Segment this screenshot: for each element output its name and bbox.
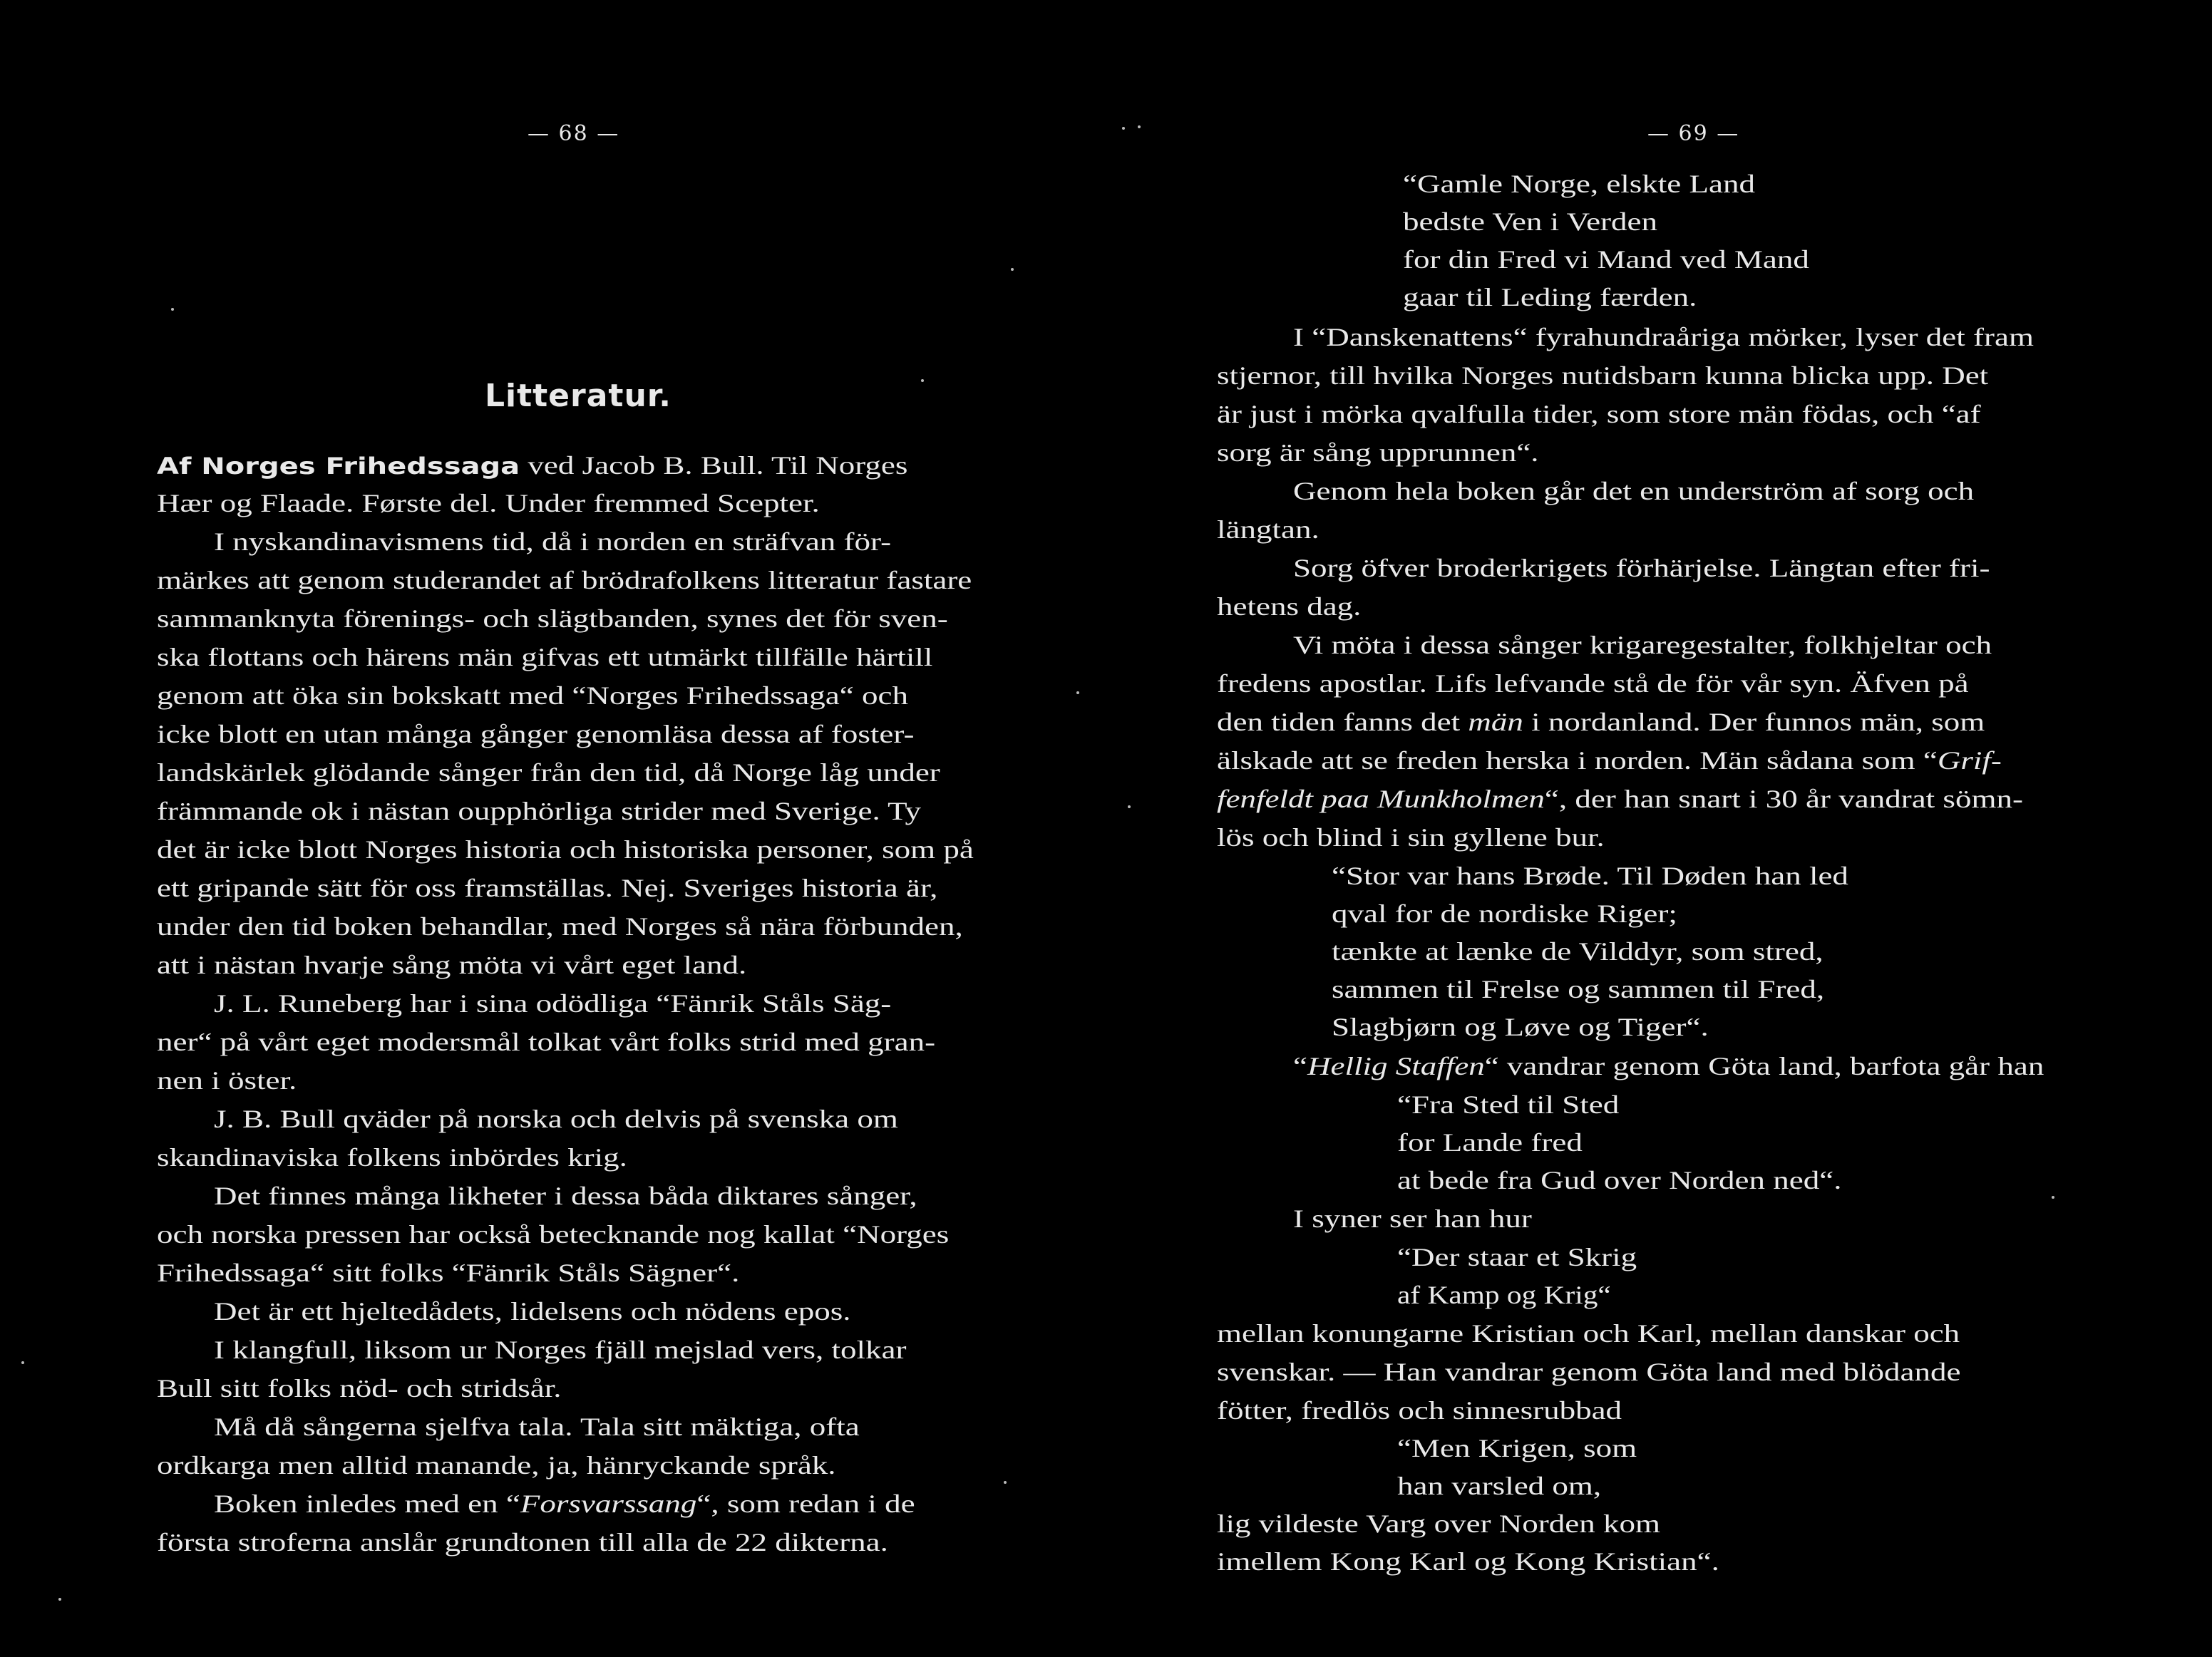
- text-run: lös och blind i sin gyllene bur.: [1217, 823, 1605, 852]
- text-run: gaar til Leding færden.: [1403, 283, 1697, 311]
- right-page-text-line: [1217, 825, 1605, 850]
- text-run: J. B. Bull qväder på norska och delvis på svenska om: [214, 1105, 898, 1133]
- left-page-text-line: [157, 875, 937, 901]
- text-run: är just i mörka qvalfulla tider, som store män födas, och “af: [1217, 400, 1981, 428]
- left-page-text-line: [157, 798, 921, 824]
- text-run: längtan.: [1217, 515, 1320, 544]
- scan-speck: [2052, 1196, 2054, 1199]
- scan-speck: [1138, 125, 1141, 128]
- text-run: främmande ok i nästan oupphörliga strider med Sverige. Ty: [157, 797, 922, 825]
- left-page-text-line: [157, 914, 963, 939]
- left-page-text-line: [214, 1183, 917, 1209]
- text-run: af Kamp og Krig“: [1397, 1281, 1611, 1309]
- italic-title: fenfeldt paa Munkholmen: [1217, 785, 1545, 813]
- text-run: ved Jacob B. Bull. Til Norges: [520, 451, 908, 480]
- left-page-text-line: [157, 952, 746, 978]
- text-run: “, som redan i de: [696, 1490, 915, 1518]
- text-run: Boken inledes med en “: [214, 1490, 520, 1518]
- right-page: [1106, 0, 2212, 1657]
- right-page-text-line: [1217, 1359, 1960, 1385]
- right-page-text-line: [1293, 478, 1974, 504]
- italic-title: Forsvarssang: [520, 1490, 697, 1518]
- text-run: ska flottans och härens män gifvas ett utmärkt tillfälle härtill: [157, 643, 933, 671]
- right-page-text-line: [1217, 363, 1988, 388]
- scan-speck: [58, 1598, 61, 1601]
- right-page-text-line: [1293, 1053, 2044, 1079]
- scan-speck: [1004, 1481, 1007, 1484]
- right-page-text-line: [1217, 401, 1981, 427]
- scan-speck: [921, 379, 924, 382]
- text-run: mellan konungarne Kristian och Karl, mellan danskar och: [1217, 1319, 1960, 1348]
- right-page-text-line: [1397, 1435, 1637, 1461]
- text-run: Hær og Flaade. Første del. Under fremmed Scepter.: [157, 489, 820, 517]
- left-page-text-line: [157, 1529, 888, 1555]
- text-run: lig vildeste Varg over Norden kom: [1217, 1509, 1660, 1538]
- text-run: märkes att genom studerandet af brödrafolkens litteratur fastare: [157, 566, 972, 594]
- right-page-text-line: [1217, 594, 1361, 619]
- italic-title: Grif-: [1937, 746, 2002, 775]
- text-run: “Fra Sted til Sted: [1397, 1090, 1620, 1119]
- text-run: sammen til Frelse og sammen til Fred,: [1332, 975, 1825, 1003]
- right-page-text-line: [1332, 901, 1677, 926]
- text-run: for din Fred vi Mand ved Mand: [1403, 245, 1809, 274]
- right-page-text-line: [1397, 1244, 1637, 1270]
- left-page-text-line: [157, 567, 972, 593]
- text-run: J. L. Runeberg har i sina odödliga “Fänrik Ståls Säg-: [214, 989, 892, 1018]
- scan-speck: [1076, 691, 1079, 694]
- right-page-text-line: [1293, 632, 1992, 658]
- text-run: nen i öster.: [157, 1066, 297, 1095]
- text-run: “, der han snart i 30 år vandrat sömn-: [1544, 785, 2023, 813]
- scan-speck: [1128, 805, 1131, 808]
- right-page-text-line: [1403, 247, 1809, 272]
- left-page-text-line: [214, 1337, 906, 1363]
- text-run: at bede fra Gud over Norden ned“.: [1397, 1166, 1842, 1194]
- left-page-text-line: [157, 644, 932, 670]
- right-page-text-line: [1332, 939, 1823, 964]
- text-run: Vi möta i dessa sånger krigaregestalter, folkhjeltar och: [1293, 631, 1992, 659]
- text-run: “ vandrar genom Göta land, barfota går han: [1484, 1052, 2044, 1080]
- text-run: älskade att se freden herska i norden. Män sådana som “: [1217, 746, 1938, 775]
- text-run: ner“ på vårt eget modersmål tolkat vårt folks strid med gran-: [157, 1028, 936, 1056]
- left-page-text-line: [157, 1029, 935, 1055]
- scan-speck: [21, 1361, 24, 1364]
- right-page-text-line: [1397, 1092, 1619, 1117]
- left-page-text-line: [157, 1222, 949, 1247]
- left-page-text-line: [157, 453, 907, 478]
- left-page-text-line: [157, 721, 914, 747]
- left-page-text-line: [214, 1414, 860, 1440]
- left-page-text-line: [157, 760, 940, 785]
- right-page-text-line: [1403, 171, 1755, 197]
- right-page-text-line: [1217, 1398, 1622, 1423]
- left-page-text-line: [214, 1491, 915, 1517]
- text-run: Frihedssaga“ sitt folks “Fänrik Ståls Sägner“.: [157, 1259, 740, 1287]
- text-run: icke blott en utan många gånger genomläsa dessa af foster-: [157, 720, 915, 748]
- text-run: Det finnes många likheter i dessa båda diktares sånger,: [214, 1182, 917, 1210]
- text-run: Sorg öfver broderkrigets förhärjelse. Längtan efter fri-: [1293, 554, 1990, 582]
- right-page-text-line: [1293, 1206, 1532, 1232]
- text-run: “Gamle Norge, elskte Land: [1403, 170, 1756, 198]
- text-run: genom att öka sin bokskatt med “Norges Frihedssaga“ och: [157, 681, 908, 710]
- text-run: “Stor var hans Brøde. Til Døden han led: [1332, 862, 1848, 890]
- left-page-text-line: [214, 529, 891, 554]
- left-page-text-line: [157, 1452, 836, 1478]
- right-page-text-line: [1397, 1282, 1611, 1308]
- left-page-text-line: [157, 1260, 739, 1286]
- book-title: Af Norges Frihedssaga: [157, 453, 520, 480]
- right-page-text-line: [1403, 284, 1697, 310]
- text-run: att i nästan hvarje sång möta vi vårt eget land.: [157, 951, 747, 979]
- right-page-text-line: [1217, 748, 2002, 773]
- text-run: Slagbjørn og Løve og Tiger“.: [1332, 1013, 1709, 1041]
- text-run: hetens dag.: [1217, 592, 1362, 621]
- right-page-text-line: [1293, 324, 2034, 350]
- page-number-left: — 68 —: [528, 121, 620, 146]
- left-page-text-line: [157, 490, 820, 516]
- text-run: bedste Ven i Verden: [1403, 207, 1658, 236]
- right-page-text-line: [1332, 863, 1848, 889]
- left-page-text-line: [214, 991, 891, 1016]
- right-page-text-line: [1332, 1014, 1709, 1040]
- text-run: fötter, fredlös och sinnesrubbad: [1217, 1396, 1622, 1425]
- right-page-text-line: [1217, 517, 1320, 542]
- left-page-text-line: [157, 1068, 297, 1093]
- left-page-text-line: [157, 606, 948, 631]
- text-run: i nordanland. Der funnos män, som: [1523, 708, 1985, 736]
- left-page-text-line: [157, 837, 974, 862]
- right-page-text-line: [1217, 709, 1985, 735]
- right-page-text-line: [1217, 1321, 1960, 1346]
- text-run: han varsled om,: [1397, 1472, 1602, 1500]
- text-run: ett gripande sätt för oss framställas. Nej. Sveriges historia är,: [157, 874, 938, 902]
- right-page-text-line: [1217, 1549, 1719, 1574]
- text-run: Det är ett hjeltedådets, lidelsens och nödens epos.: [214, 1297, 851, 1326]
- text-run: och norska pressen har också betecknande nog kallat “Norges: [157, 1220, 950, 1249]
- text-run: imellem Kong Karl og Kong Kristian“.: [1217, 1547, 1719, 1576]
- text-run: tænkte at lænke de Vilddyr, som stred,: [1332, 937, 1823, 966]
- text-run: Genom hela boken går det en underström af sorg och: [1293, 477, 1975, 505]
- right-page-text-line: [1397, 1130, 1583, 1155]
- right-page-text-line: [1293, 555, 1990, 581]
- left-page-text-line: [214, 1106, 898, 1132]
- text-run: fredens apostlar. Lifs lefvande stå de för vår syn. Äfven på: [1217, 669, 1969, 698]
- text-run: for Lande fred: [1397, 1128, 1583, 1157]
- text-run: första stroferna anslår grundtonen till alla de 22 dikterna.: [157, 1528, 888, 1557]
- right-page-text-line: [1217, 671, 1969, 696]
- text-run: ordkarga men alltid manande, ja, hänryckande språk.: [157, 1451, 836, 1480]
- right-page-text-line: [1397, 1167, 1841, 1193]
- text-run: Bull sitt folks nöd- och stridsår.: [157, 1374, 562, 1403]
- right-page-text-line: [1217, 1511, 1660, 1537]
- text-run: I klangfull, liksom ur Norges fjäll mejslad vers, tolkar: [214, 1336, 907, 1364]
- italic-title: Hellig Staffen: [1307, 1052, 1485, 1080]
- scan-speck: [1122, 127, 1125, 130]
- text-run: sorg är sång upprunnen“.: [1217, 438, 1539, 467]
- text-run: landskärlek glödande sånger från den tid, då Norge låg under: [157, 758, 940, 787]
- left-page-text-line: [157, 683, 908, 708]
- text-run: Må då sångerna sjelfva tala. Tala sitt mäktiga, ofta: [214, 1413, 860, 1441]
- scan-speck: [171, 308, 174, 311]
- text-run: svenskar. — Han vandrar genom Göta land med blödande: [1217, 1358, 1961, 1386]
- right-page-text-line: [1217, 440, 1539, 465]
- text-run: skandinaviska folkens inbördes krig.: [157, 1143, 627, 1172]
- text-run: I “Danskenattens“ fyrahundraåriga mörker, lyser det fram: [1293, 323, 2034, 351]
- text-run: “Men Krigen, som: [1397, 1434, 1637, 1462]
- left-page-text-line: [157, 1375, 562, 1401]
- right-page-text-line: [1332, 976, 1824, 1002]
- scan-speck: [1011, 268, 1014, 271]
- text-run: “Der staar et Skrig: [1397, 1243, 1637, 1271]
- left-page-text-line: [214, 1299, 850, 1324]
- text-run: qval for de nordiske Riger;: [1332, 899, 1677, 928]
- text-run: stjernor, till hvilka Norges nutidsbarn kunna blicka upp. Det: [1217, 361, 1989, 390]
- text-run: I syner ser han hur: [1293, 1204, 1532, 1233]
- italic-title: män: [1468, 708, 1523, 736]
- text-run: I nyskandinavismens tid, då i norden en sträfvan för-: [214, 527, 892, 556]
- text-run: “: [1293, 1052, 1307, 1080]
- right-page-text-line: [1217, 786, 2023, 812]
- text-run: sammanknyta förenings- och slägtbanden, synes det för sven-: [157, 604, 948, 633]
- text-run: den tiden fanns det: [1217, 708, 1468, 736]
- text-run: under den tid boken behandlar, med Norges så nära förbunden,: [157, 912, 963, 941]
- section-heading: Litteratur.: [485, 378, 672, 414]
- left-page-text-line: [157, 1145, 627, 1170]
- text-run: det är icke blott Norges historia och historiska personer, som på: [157, 835, 974, 864]
- right-page-text-line: [1403, 209, 1657, 234]
- right-page-text-line: [1397, 1473, 1601, 1499]
- page-number-right: — 69 —: [1647, 121, 1740, 146]
